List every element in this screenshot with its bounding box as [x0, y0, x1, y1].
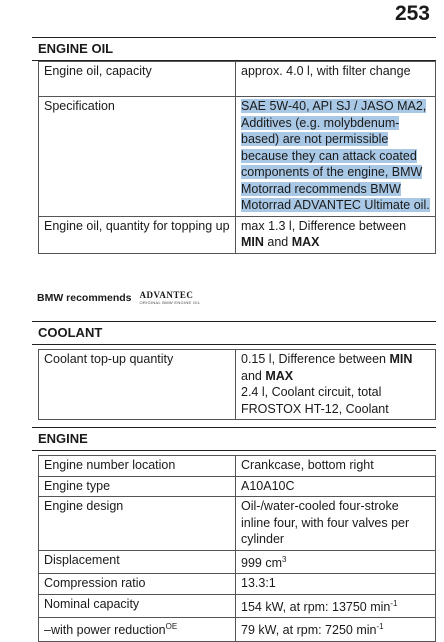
advantec-logo: ADVANTEC ORIGINAL BMW ENGINE OIL	[139, 290, 201, 305]
spec-label: Coolant top-up quantity	[39, 350, 236, 420]
spec-label: Engine number location	[39, 456, 236, 477]
table-row	[39, 350, 436, 420]
engine-section	[32, 427, 436, 642]
spec-label: Engine oil, capacity	[39, 62, 236, 97]
page-number: 253	[394, 2, 430, 25]
section-heading: ENGINE OIL	[32, 37, 436, 61]
table-row	[39, 62, 436, 97]
spec-value: 79 kW, at rpm: 7250 $\min^{-1}$	[236, 618, 436, 642]
spec-value: 999 $cm^3$	[236, 550, 436, 574]
engine-table	[38, 455, 436, 642]
spec-value: A10A10C	[236, 476, 436, 497]
spec-label: Specification	[39, 97, 236, 217]
table-row	[39, 550, 436, 574]
table-row	[39, 497, 436, 551]
engine-oil-table	[38, 61, 436, 254]
table-row	[39, 618, 436, 642]
spec-value: 0.15 l, Difference between MIN and MAX 2.4 l, Coolant circuit, total FROSTOX HT-12, Coolant	[236, 350, 436, 420]
highlighted-text: SAE 5W-40, API SJ / JASO MA2, Additives (e.g. molybdenum-based) are not permissible because they can attack coated components of the engine, BMW Motorrad recommends BMW Motorrad ADVANTEC Ultimate oil.	[241, 99, 430, 212]
spec-value: 154 kW, at rpm: 13750 $\min^{-1}$	[236, 594, 436, 618]
spec-label: Engine oil, quantity for topping up	[39, 216, 236, 253]
table-row	[39, 476, 436, 497]
spec-label: ‒with power reduction$^{OE}$	[39, 618, 236, 642]
table-row	[39, 574, 436, 595]
spec-value: 13.3:1	[236, 574, 436, 595]
spec-value	[236, 97, 436, 217]
spec-value: Crankcase, bottom right	[236, 456, 436, 477]
spec-value: Oil-/water-cooled four-stroke inline four, with four valves per cylinder	[236, 497, 436, 551]
table-row	[39, 456, 436, 477]
spec-label: Compression ratio	[39, 574, 236, 595]
spec-label: Nominal capacity	[39, 594, 236, 618]
section-heading: ENGINE	[32, 427, 436, 451]
table-row	[39, 97, 436, 217]
spec-label: Engine type	[39, 476, 236, 497]
spec-label: Engine design	[39, 497, 236, 551]
section-heading: COOLANT	[32, 321, 436, 345]
spec-label: Displacement	[39, 550, 236, 574]
recommends-label: BMW recommends	[37, 291, 132, 304]
recommendation	[37, 290, 200, 305]
spec-value: approx. 4.0 l, with filter change	[236, 62, 436, 97]
table-row	[39, 216, 436, 253]
table-row	[39, 594, 436, 618]
coolant-table	[38, 349, 436, 420]
spec-value: max 1.3 l, Difference between MIN and MAX	[236, 216, 436, 253]
coolant-section	[32, 321, 436, 420]
engine-oil-section	[32, 37, 436, 254]
